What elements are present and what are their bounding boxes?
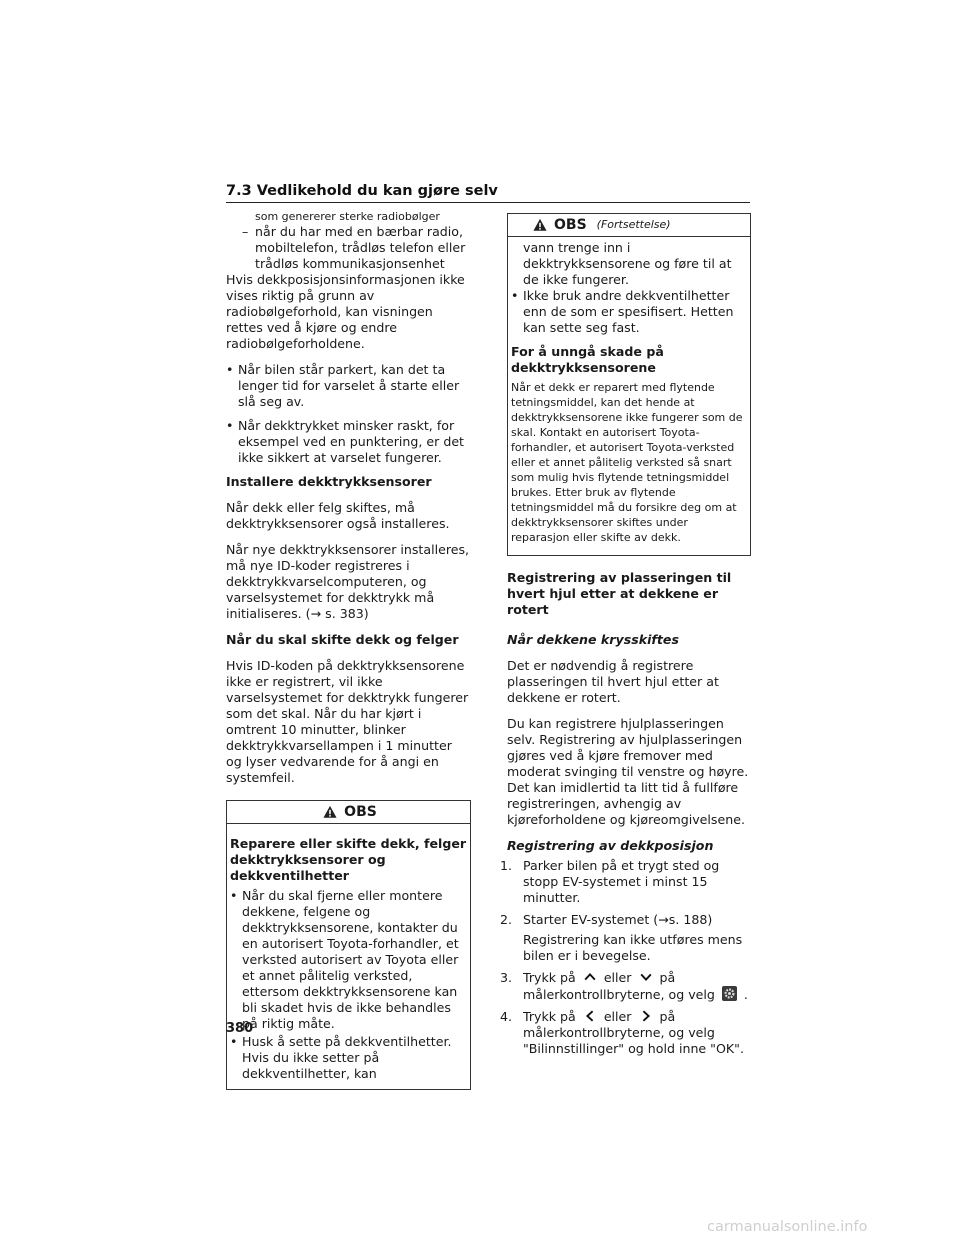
dash-item: [226, 224, 471, 240]
chevron-up-icon: [583, 970, 597, 984]
obs-header: [227, 801, 470, 824]
dash-line: når du har med en bærbar radio,: [255, 224, 464, 239]
fragment-line: som genererer sterke radiobølger: [255, 210, 440, 223]
bullet-text: Når bilen står parkert, kan det ta lenger tid for varselet å starte eller slå seg av.: [238, 362, 460, 409]
chevron-down-icon: [639, 970, 653, 984]
obs-bullet-caps: [230, 1034, 467, 1082]
left-column: [226, 209, 471, 1090]
step-2: [500, 912, 751, 964]
bullet-text: Husk å sette på dekkventilhetter. Hvis du ikke setter på dekkventilhetter, kan: [242, 1034, 452, 1081]
warning-triangle-icon: [323, 805, 337, 819]
step-3: [500, 970, 751, 1003]
chevron-right-icon: [639, 1009, 653, 1023]
step-text-end: .: [743, 987, 748, 1002]
step-number: 1.: [500, 858, 513, 873]
step-1: [500, 858, 751, 906]
obs-body: [227, 824, 470, 1089]
bullet-marker: •: [230, 1034, 238, 1049]
dash-marker: –: [242, 224, 249, 239]
step-number: 4.: [500, 1009, 513, 1024]
step-number: 2.: [500, 912, 513, 927]
gear-settings-icon: [722, 986, 737, 1001]
obs-bullet-other-caps: [511, 288, 747, 336]
paragraph-install-2: Når nye dekktrykksensorer installeres, må nye ID-koder registreres i dekktrykkvarselcomputeren, og varselsystemet for dekktrykk må initialiseres. (→ s. 383): [226, 542, 470, 621]
subheading-register-position: Registrering av dekkposisjon: [507, 838, 714, 853]
obs-heading-avoid-damage: For å unngå skade på dekktrykksensorene: [511, 344, 664, 375]
page-number: 380: [226, 1021, 254, 1036]
obs-title: OBS: [554, 217, 587, 233]
step-text-pre: Trykk på: [523, 970, 576, 985]
heading-register-positions: Registrering av plasseringen til hvert hjul etter at dekkene er rotert: [507, 570, 732, 617]
continued-label: (Fortsettelse): [596, 218, 671, 231]
bullet-parked: [226, 362, 471, 410]
bullet-marker: •: [226, 418, 234, 433]
heading-change-tires: Når du skal skifte dekk og felger: [226, 632, 459, 647]
obs-heading: Reparere eller skifte dekk, felger dekktrykksensorer og dekkventilhetter: [230, 836, 467, 883]
bullet-marker: •: [230, 888, 238, 903]
watermark: carmanualsonline.info: [707, 1219, 868, 1235]
step-text-mid: eller: [603, 1009, 632, 1024]
step-4: [500, 1009, 751, 1057]
paragraph-radio-conditions: Hvis dekkposisjonsinformasjonen ikke vises riktig på grunn av radiobølgeforhold, kan visningen rettes ved å kjøre og endre radiobølgeforholdene.: [226, 272, 465, 351]
obs-continued-text: vann trenge inn i dekktrykksensorene og føre til at de ikke fungerer.: [523, 240, 732, 287]
step-text-mid: eller: [603, 970, 632, 985]
paragraph-change-tires: Hvis ID-koden på dekktrykksensorene ikke er registrert, vil ikke varselsystemet for dekktrykk fungerer som det skal. Når du har kjørt i omtrent 10 minutter, blinker dekktrykkvarsellampen i 1 minutter og lyser vedvarende for å angi en systemfeil.: [226, 658, 469, 785]
bullet-marker: •: [511, 288, 519, 303]
paragraph-install-1: Når dekk eller felg skiftes, må dekktrykksensorer også installeres.: [226, 500, 450, 531]
obs-notice-box: [226, 800, 471, 1090]
subheading-rotation: Når dekkene krysskiftes: [507, 632, 679, 647]
obs-continued-body: [508, 237, 750, 555]
obs-continued-header: [508, 214, 750, 237]
paragraph-register-needed: Det er nødvendig å registrere plasseringen til hvert hjul etter at dekkene er rotert.: [507, 658, 719, 705]
dash-continuation: mobiltelefon, trådløs telefon eller trådløs kommunikasjonsenhet: [255, 240, 466, 271]
section-header: [226, 180, 750, 203]
bullet-marker: •: [226, 362, 234, 377]
paragraph-register-self: Du kan registrere hjulplasseringen selv. Registrering av hjulplasseringen gjøres ved å kjøre fremover med moderat svinging til venstre og høyre. Det kan imidlertid ta litt tid å fullføre registreringen, avhengig av kjøreforholdene og kjøreomgivelsene.: [507, 716, 749, 827]
bullet-text: Når du skal fjerne eller montere dekkene, felgene og dekktrykksensorene, kontakter du en autorisert Toyota-forhandler, et verksted autorisert av Toyota eller et annet pålitelig verksted, ettersom dekktrykksensorene kan bli skadet hvis de ikke behandles på riktig måte.: [242, 888, 459, 1031]
warning-triangle-icon: [533, 218, 547, 232]
step-note: Registrering kan ikke utføres mens bilen er i bevegelse.: [523, 932, 743, 963]
obs-bullet-mount: [230, 888, 467, 1032]
right-column: [500, 213, 751, 1063]
bullet-pressure-drop: [226, 418, 471, 466]
step-text-post: på målerkontrollbryterne, og velg: [523, 970, 715, 1002]
obs-continued-box: [507, 213, 751, 556]
step-text-post: på målerkontrollbryterne, og velg "Bilinnstillinger" og hold inne "OK".: [523, 1009, 744, 1056]
bullet-text: Når dekktrykket minsker raskt, for eksempel ved en punktering, er det ikke sikkert at varselet fungerer.: [238, 418, 464, 465]
step-text: Starter EV-systemet (→s. 188): [523, 912, 713, 927]
obs-sealant-text: Når et dekk er reparert med flytende tetningsmiddel, kan det hende at dekktrykksensorene ikke fungerer som de skal. Kontakt en autorisert Toyota-forhandler, et autorisert Toyota-verksted eller et annet pålitelig verksted så snart som mulig hvis flytende tetningsmiddel brukes. Etter bruk av flytende tetningsmiddel må du forsikre deg om at dekktrykksensorer skiftes under reparasjon eller skifte av dekk.: [511, 381, 743, 544]
step-number: 3.: [500, 970, 513, 985]
step-text-pre: Trykk på: [523, 1009, 576, 1024]
chevron-left-icon: [583, 1009, 597, 1023]
heading-install-sensors: Installere dekktrykksensorer: [226, 474, 432, 489]
step-text: Parker bilen på et trygt sted og stopp EV-systemet i minst 15 minutter.: [523, 858, 720, 905]
obs-title: OBS: [344, 804, 377, 820]
section-title: 7.3 Vedlikehold du kan gjøre selv: [226, 183, 498, 199]
bullet-text: Ikke bruk andre dekkventilhetter enn de som er spesifisert. Hetten kan sette seg fast.: [523, 288, 734, 335]
